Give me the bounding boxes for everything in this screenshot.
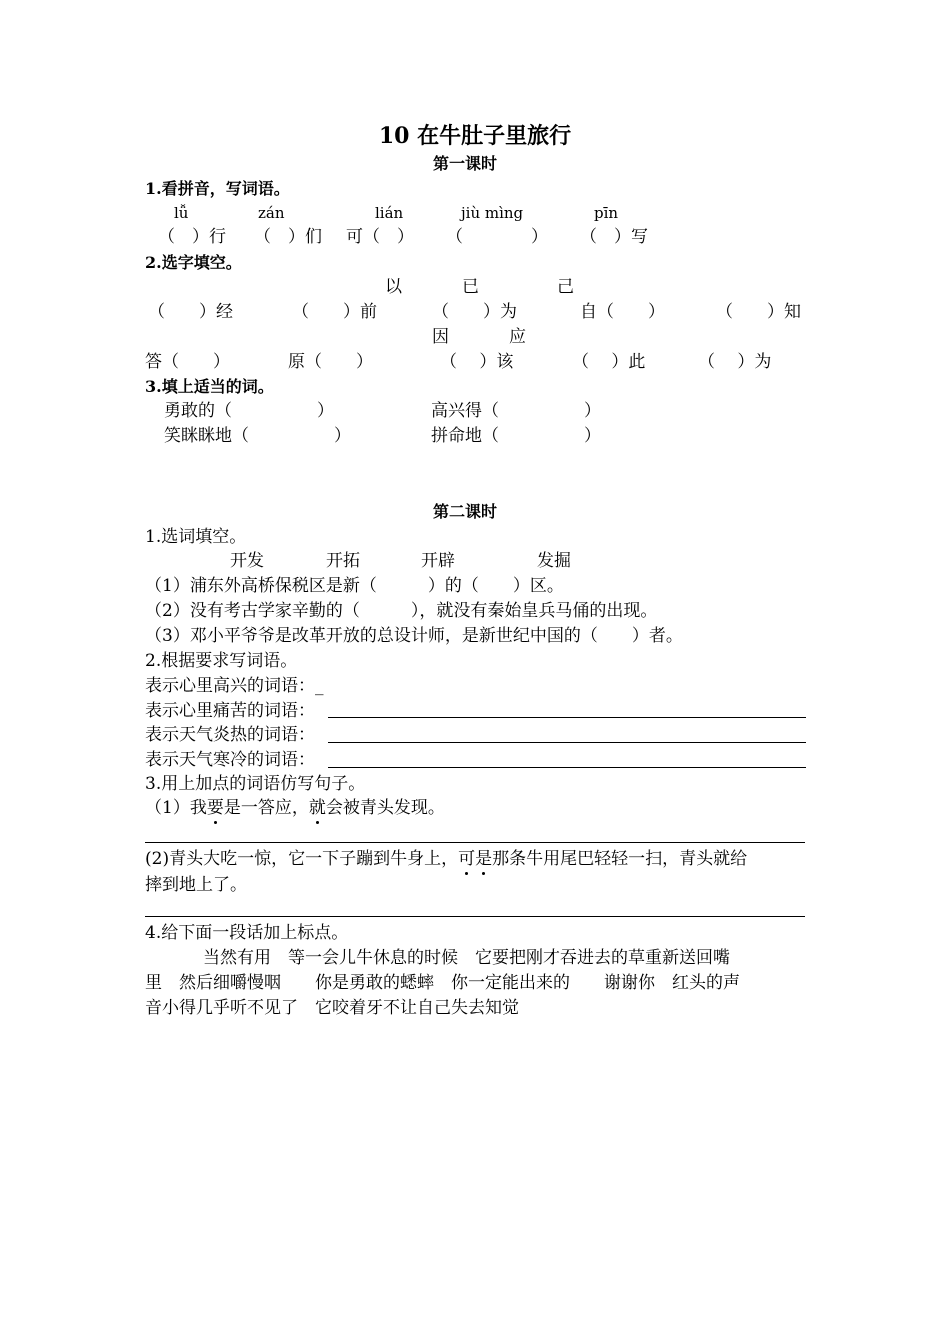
lesson1-q2-heading: 2.选字填空。 [145,253,242,272]
lesson1-q1-heading: 1.看拼音，写词语。 [145,179,290,198]
word-kaifa: 开发 [230,551,264,571]
fill-b-1[interactable]: 答（ ） [145,352,230,372]
answer-line-s2[interactable] [145,916,805,917]
sentence-3[interactable]: （3）邓小平爷爷是改革开放的总设计师，是新世纪中国的（ ）者。 [145,626,683,646]
punct-line-1: 当然有用 等一会儿牛休息的时候 它要把刚才吞进去的草重新送回嘴 [203,948,730,968]
sentence-1[interactable]: （1）浦东外高桥保税区是新（ ）的（ ）区。 [145,576,564,596]
imitate-sentence-2-line2: 摔到地上了。 [145,875,247,895]
sentence-2[interactable]: （2）没有考古学家辛勤的（ ），就没有秦始皇兵马俑的出现。 [145,601,658,621]
lesson2-q4-heading: 4.给下面一段话加上标点。 [145,923,349,943]
lesson2-q3-heading: 3.用上加点的词语仿写句子。 [145,774,366,794]
s1-part1: （1）我 [145,798,207,818]
answer-line-hot[interactable] [328,742,806,743]
blank-jiuming[interactable]: （ ） [446,227,548,247]
lesson1-subtitle: 第一课时 [432,154,497,173]
punct-line-3: 音小得几乎听不见了 它咬着牙不让自己失去知觉 [145,998,519,1018]
imitate-sentence-2 [145,848,747,870]
fill-word-3[interactable]: 笑眯眯地（ ） [164,426,351,446]
s2-pre: (2)青头大吃一惊，它一下子蹦到牛身上， [145,849,459,869]
fill-b-2[interactable]: 原（ ） [288,352,373,372]
answer-line-s1[interactable] [145,842,805,843]
prompt-pain: 表示心里痛苦的词语： [145,701,315,721]
fill-a-3[interactable]: （ ）为 [432,302,517,322]
pinyin-pin: pīn [594,204,619,222]
s1-part5: 会被青头发现。 [325,798,445,818]
fill-word-1[interactable]: 勇敢的（ ） [164,401,334,421]
answer-line-cold[interactable] [328,767,806,768]
answer-line-pain[interactable] [328,717,806,718]
char-ji: 己 [557,277,574,297]
pinyin-jiuming: jiù mìng [461,204,524,222]
fill-a-5[interactable]: （ ）知 [716,302,801,322]
fill-a-4[interactable]: 自（ ） [580,302,665,322]
lesson2-q2-heading: 2.根据要求写词语。 [145,651,298,671]
fill-b-3[interactable]: （ ）该 [440,352,514,372]
page-title: 10 在牛肚子里旅行 [378,123,572,149]
char-ying: 应 [509,327,526,347]
blank-lu[interactable]: （ ）行 [158,227,226,247]
fill-a-1[interactable]: （ ）经 [148,302,233,322]
imitate-sentence-1 [145,797,445,819]
fill-b-4[interactable]: （ ）此 [572,352,646,372]
blank-lian[interactable]: 可（ ） [346,227,414,247]
pinyin-lu: lǚ [174,204,189,222]
lesson2-subtitle: 第二课时 [432,502,497,521]
lesson2-q1-heading: 1.选词填空。 [145,527,247,547]
word-kaipi: 开辟 [421,551,455,571]
s2-dot-shi: 是 [475,849,493,869]
char-yi-1: 以 [385,277,402,297]
fill-a-2[interactable]: （ ）前 [292,302,377,322]
s1-part3: 是一答应， [223,798,309,818]
fill-b-5[interactable]: （ ）为 [698,352,772,372]
prompt-cold: 表示天气寒冷的词语： [145,750,315,770]
prompt-hot: 表示天气炎热的词语： [145,725,315,745]
char-yin: 因 [432,327,449,347]
prompt-happy: 表示心里高兴的词语：_ [145,676,324,696]
fill-word-2[interactable]: 高兴得（ ） [431,401,601,421]
word-kaituo: 开拓 [326,551,360,571]
s2-post: 那条牛用尾巴轻轻一扫，青头就给 [492,849,748,869]
fill-word-4[interactable]: 拼命地（ ） [431,426,601,446]
blank-zan[interactable]: （ ）们 [254,227,322,247]
pinyin-lian: lián [375,204,404,222]
char-yi-2: 已 [462,277,479,297]
word-fajue: 发掘 [537,551,571,571]
blank-pin[interactable]: （ ）写 [580,227,648,247]
s1-dot-yao: 要 [206,798,224,818]
lesson1-q3-heading: 3.填上适当的词。 [145,377,274,396]
s2-dot-ke: 可 [458,849,476,869]
s1-dot-jiu: 就 [308,798,326,818]
punct-line-2: 里 然后细嚼慢咽 你是勇敢的蟋蟀 你一定能出来的 谢谢你 红头的声 [145,973,740,993]
pinyin-zan: zán [258,204,285,222]
